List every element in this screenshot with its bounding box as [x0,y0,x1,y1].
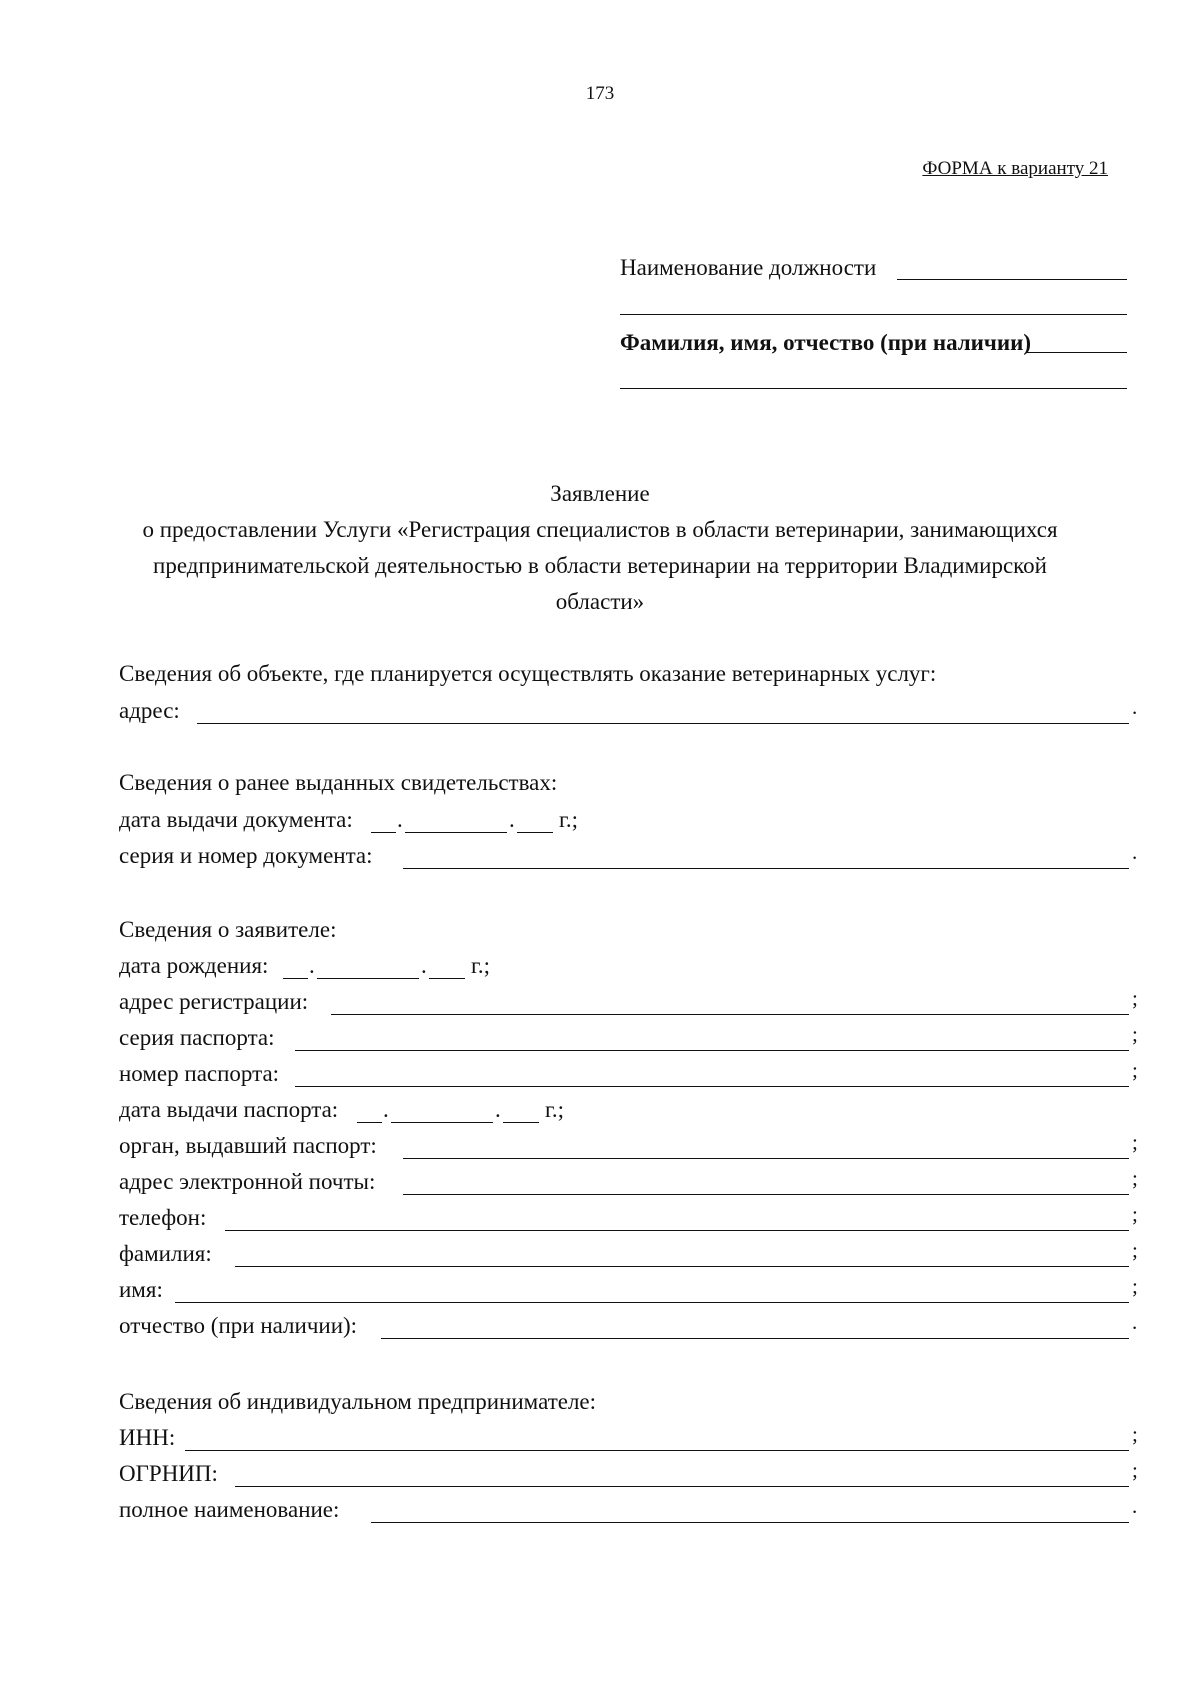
birth-year-suffix: г.; [471,953,490,978]
birth-date-sep2: . [421,953,427,978]
cert-date-sep1: . [397,807,403,832]
cert-day-field[interactable] [371,832,396,833]
passport-number-field[interactable] [295,1086,1129,1087]
birth-year-field[interactable] [429,978,465,979]
email-end: ; [1132,1166,1138,1190]
object-section-title: Сведения об объекте, где планируется осуществлять оказание ветеринарных услуг: [119,661,937,686]
patronymic-label: отчество (при наличии): [119,1313,358,1338]
cert-date-sep2: . [509,807,515,832]
cert-year-field[interactable] [517,832,553,833]
entrepreneur-section-title: Сведения об индивидуальном предпринимателе: [119,1389,597,1414]
inn-field[interactable] [185,1450,1129,1451]
full-name-field[interactable] [371,1522,1129,1523]
ogrnip-label: ОГРНИП: [119,1461,218,1486]
passport-day-field[interactable] [357,1122,382,1123]
form-reference: ФОРМА к варианту 21 [922,158,1108,179]
passport-year-suffix: г.; [545,1097,564,1122]
address-end: . [1132,695,1138,719]
full-name-label: полное наименование: [119,1497,340,1522]
phone-label: телефон: [119,1205,207,1230]
position-field-continued[interactable] [620,314,1127,315]
phone-end: ; [1132,1202,1138,1226]
surname-label: фамилия: [119,1241,212,1266]
statement-subtitle-line1: о предоставлении Услуги «Регистрация специалистов в области ветеринарии, занимающихся [142,517,1058,542]
registration-address-field[interactable] [331,1014,1129,1015]
inn-label: ИНН: [119,1425,176,1450]
cert-series-field[interactable] [403,868,1129,869]
passport-issuer-end: ; [1132,1130,1138,1154]
fio-label: Фамилия, имя, отчество (при наличии) [620,330,1032,355]
applicant-section-title: Сведения о заявителе: [119,917,337,942]
cert-series-label: серия и номер документа: [119,843,373,868]
passport-series-label: серия паспорта: [119,1025,275,1050]
full-name-end: . [1132,1494,1138,1518]
inn-end: ; [1132,1422,1138,1446]
certificates-section-title: Сведения о ранее выданных свидетельствах: [119,770,558,795]
registration-address-label: адрес регистрации: [119,989,309,1014]
ogrnip-end: ; [1132,1458,1138,1482]
phone-field[interactable] [225,1230,1129,1231]
passport-series-field[interactable] [295,1050,1129,1051]
passport-issue-date-label: дата выдачи паспорта: [119,1097,339,1122]
first-name-end: ; [1132,1274,1138,1298]
statement-subtitle-line2: предпринимательской деятельностью в области ветеринарии на территории Владимирской [153,553,1047,578]
passport-number-label: номер паспорта: [119,1061,280,1086]
patronymic-end: . [1132,1310,1138,1334]
address-field[interactable] [197,723,1129,724]
email-label: адрес электронной почты: [119,1169,376,1194]
cert-series-end: . [1132,840,1138,864]
ogrnip-field[interactable] [235,1486,1129,1487]
birth-day-field[interactable] [283,978,308,979]
cert-date-label: дата выдачи документа: [119,807,353,832]
passport-date-sep1: . [383,1097,389,1122]
cert-year-suffix: г.; [559,807,578,832]
statement-subtitle-line3: области» [555,589,645,614]
page-number: 173 [585,83,615,104]
surname-end: ; [1132,1238,1138,1262]
passport-issuer-label: орган, выдавший паспорт: [119,1133,377,1158]
birth-date-sep1: . [309,953,315,978]
first-name-label: имя: [119,1277,163,1302]
passport-year-field[interactable] [503,1122,539,1123]
email-field[interactable] [403,1194,1129,1195]
passport-series-end: ; [1132,1022,1138,1046]
address-label: адрес: [119,698,180,723]
surname-field[interactable] [235,1266,1129,1267]
statement-heading: Заявление [550,481,650,506]
passport-month-field[interactable] [391,1122,493,1123]
birth-month-field[interactable] [317,978,419,979]
birth-date-label: дата рождения: [119,953,269,978]
position-field[interactable] [897,279,1127,280]
position-label: Наименование должности [620,255,877,280]
patronymic-field[interactable] [381,1338,1129,1339]
fio-field[interactable] [1027,352,1127,353]
first-name-field[interactable] [175,1302,1129,1303]
cert-month-field[interactable] [405,832,507,833]
passport-date-sep2: . [495,1097,501,1122]
registration-address-end: ; [1132,986,1138,1010]
passport-issuer-field[interactable] [403,1158,1129,1159]
passport-number-end: ; [1132,1058,1138,1082]
fio-field-continued[interactable] [620,388,1127,389]
